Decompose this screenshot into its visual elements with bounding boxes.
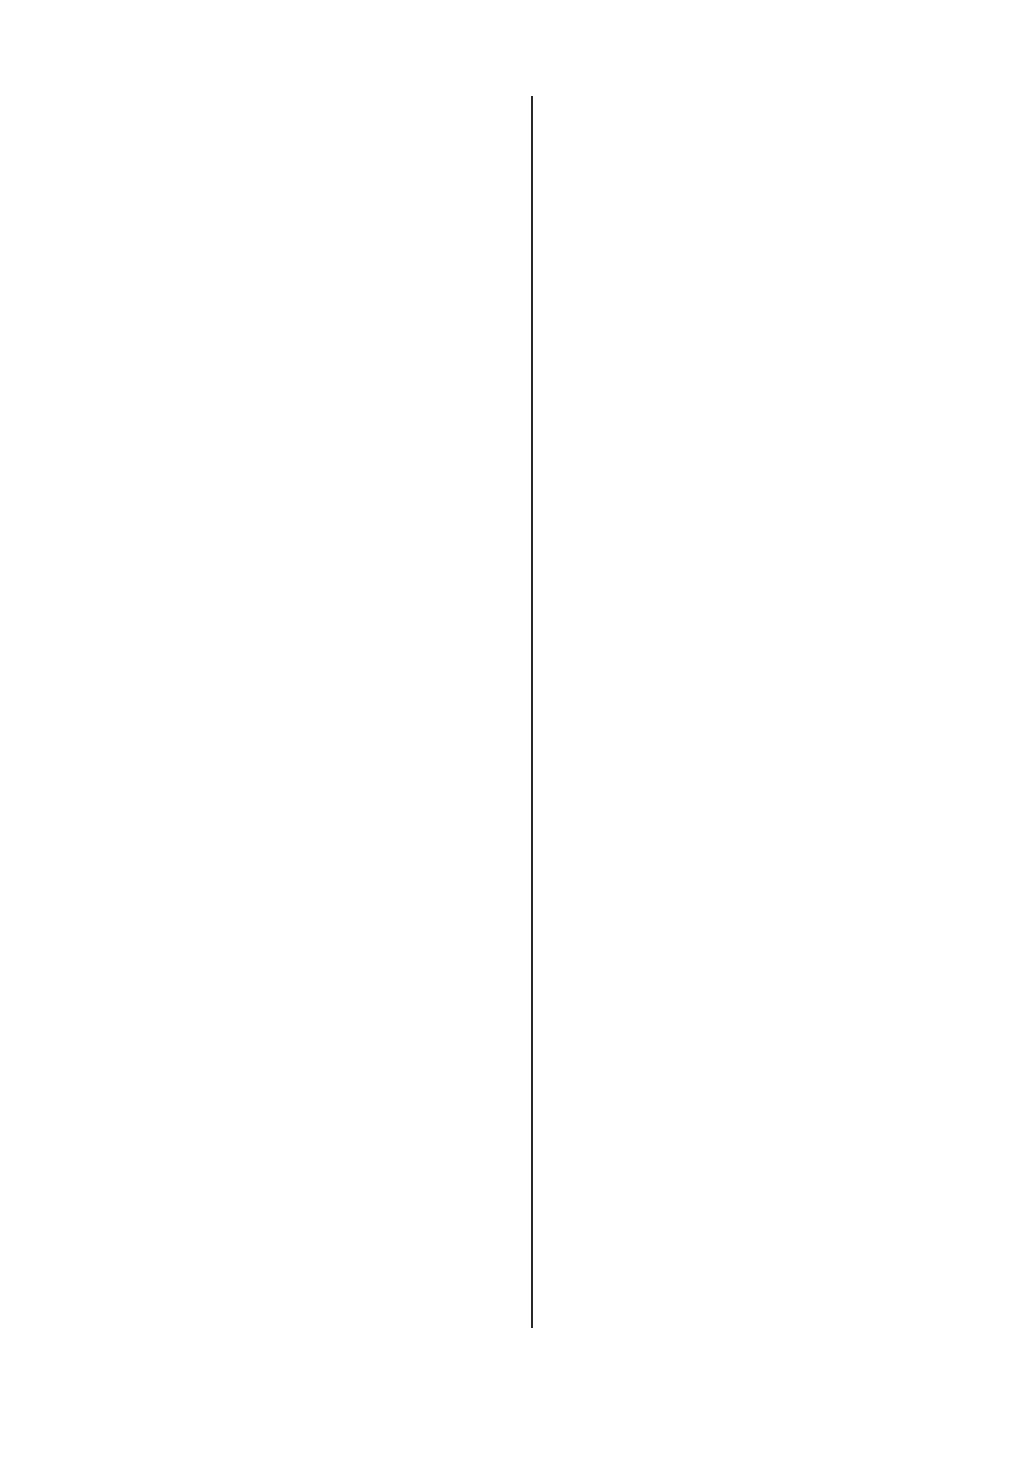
answer-item xyxy=(126,809,142,830)
answer-line xyxy=(126,809,164,830)
answer-line xyxy=(129,1310,173,1331)
answer-line xyxy=(115,231,159,252)
answer-line xyxy=(114,178,158,199)
column-divider xyxy=(531,96,533,1328)
answer-line xyxy=(118,388,162,409)
answer-line xyxy=(124,704,190,725)
answer-line xyxy=(119,441,185,462)
answer-line xyxy=(117,336,161,357)
answer-line xyxy=(120,494,202,515)
answer-item xyxy=(164,494,180,515)
answer-line xyxy=(123,651,211,672)
answer-line xyxy=(126,995,192,1016)
answer-line xyxy=(116,283,160,304)
answer-line xyxy=(126,1047,192,1068)
answer-line xyxy=(127,1100,171,1121)
answer-line xyxy=(128,1205,172,1226)
answer-line xyxy=(127,1152,193,1173)
page-number xyxy=(0,1346,1025,1368)
answer-line xyxy=(122,599,166,620)
answer-line xyxy=(125,942,169,963)
answer-line xyxy=(121,546,165,567)
answer-line xyxy=(125,757,169,778)
answer-line xyxy=(129,1258,189,1279)
answer-item xyxy=(129,1258,145,1279)
